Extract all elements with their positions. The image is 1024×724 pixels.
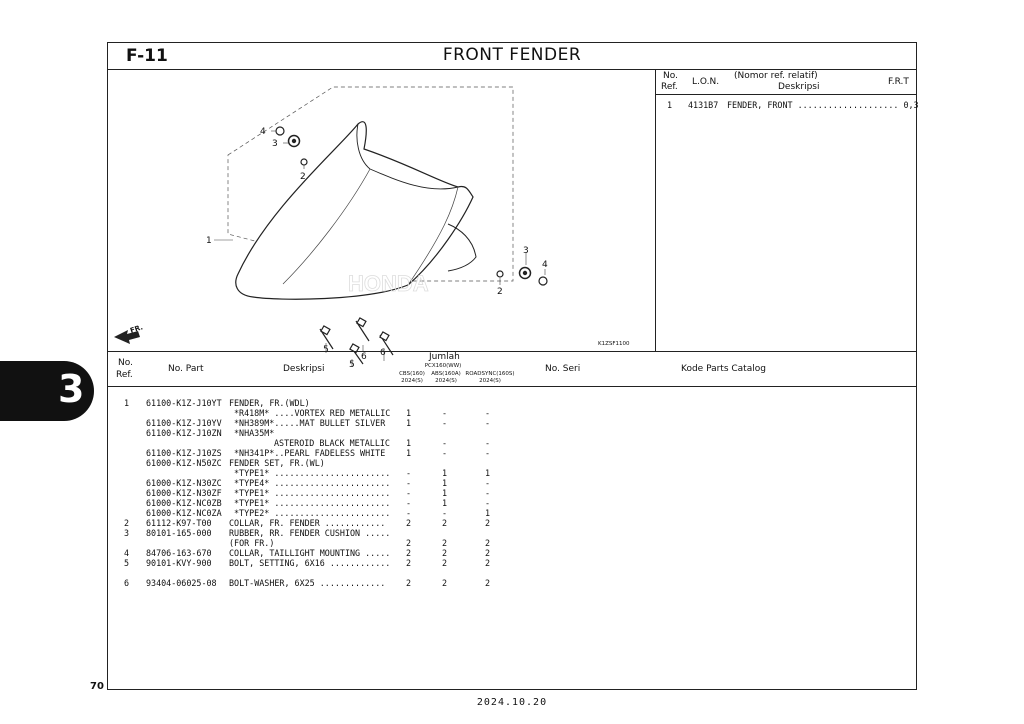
part-2-left [301,159,307,165]
parts-cell-part: 61000-K1Z-N30ZF [146,488,222,498]
parts-cell-q3: 1 [485,508,491,518]
parts-cell-q3: - [485,478,491,488]
callout-3: 3 [272,139,278,149]
parts-cell-q2: - [442,508,448,518]
parts-cell-q3: - [485,418,491,428]
parts-cell-q1: 1 [406,408,412,418]
parts-cell-part: 61100-K1Z-J10YT [146,398,222,408]
part-4-right [539,277,547,285]
parts-cell-part: 61000-K1Z-NC0ZB [146,498,222,508]
parts-cell-part: 61000-K1Z-N30ZC [146,478,222,488]
ref-col-desc-top: (Nomor ref. relatif) [734,71,818,81]
parts-cell-q1: 2 [406,548,412,558]
ref-col-ref: Ref. [661,82,678,92]
parts-cell-desc: RUBBER, RR. FENDER CUSHION ..... [229,528,391,538]
col-no-seri: No. Seri [545,364,581,374]
parts-cell-part: 61100-K1Z-J10YV [146,418,222,428]
parts-cell-desc: FENDER, FR.(WDL) [229,398,310,408]
parts-cell-ref: 3 [124,528,130,538]
parts-cell-q2: 1 [442,478,448,488]
callout-5b: 5 [349,360,355,370]
parts-cell-q2: 1 [442,498,448,508]
parts-cell-desc: (FOR FR.) [229,538,275,548]
callout-4b: 4 [542,260,548,270]
parts-cell-q1: 2 [406,578,412,588]
parts-cell-part: 80101-165-000 [146,528,212,538]
parts-cell-q2: 2 [442,548,448,558]
parts-cell-ref: 6 [124,578,130,588]
col-ref: Ref. [116,370,133,380]
ref-row-desc: FENDER, FRONT .................... 0,3 [727,100,919,110]
parts-cell-desc: ASTEROID BLACK METALLIC [274,438,390,448]
ref-col-no: No. [663,71,678,81]
parts-cell-desc: COLLAR, TAILLIGHT MOUNTING ..... [229,548,391,558]
parts-cell-q3: - [485,488,491,498]
parts-cell-q3: 2 [485,548,491,558]
parts-cell-q3: - [485,498,491,508]
parts-cell-q1: - [406,468,412,478]
col-jumlah: Jumlah [429,352,460,362]
parts-cell-q2: - [442,448,448,458]
page-header [108,43,916,70]
parts-cell-q3: - [485,448,491,458]
parts-cell-desc: *NHA35M* [234,428,275,438]
parts-cell-desc: *R418M* ....VORTEX RED METALLIC [234,408,391,418]
catalog-frame [107,42,917,690]
ref-row-no: 1 [667,100,673,110]
parts-cell-part: 61100-K1Z-J10ZS [146,448,222,458]
print-date: 2024.10.20 [476,697,548,708]
section-tab: 3 [0,361,94,421]
parts-cell-desc: BOLT-WASHER, 6X25 ............. [229,578,386,588]
callout-2: 2 [300,172,306,182]
parts-cell-ref: 1 [124,398,130,408]
parts-cell-part: 84706-163-670 [146,548,212,558]
parts-cell-desc: *NH389M*.....MAT BULLET SILVER [234,418,386,428]
part-2-right [497,271,503,277]
parts-cell-ref: 4 [124,548,130,558]
callout-2b: 2 [497,287,503,297]
parts-section [108,351,916,588]
part-4-left [276,127,284,135]
parts-cell-q1: - [406,478,412,488]
parts-cell-desc: *TYPE1* ....................... [234,488,391,498]
reference-table [655,69,919,351]
callout-3b: 3 [523,246,529,256]
callout-6b: 6 [380,348,386,358]
parts-cell-q1: 2 [406,538,412,548]
parts-cell-q1: 2 [406,518,412,528]
parts-cell-q1: 1 [406,438,412,448]
ref-col-frt: F.R.T [888,77,909,87]
parts-cell-part: 93404-06025-08 [146,578,217,588]
parts-cell-ref: 5 [124,558,130,568]
ref-col-desc: Deskripsi [778,82,820,92]
parts-cell-desc: FENDER SET, FR.(WL) [229,458,325,468]
parts-cell-q3: - [485,408,491,418]
figure-id: K1ZSF1100 [598,341,630,347]
parts-cell-desc: *NH341P*..PEARL FADELESS WHITE [234,448,386,458]
col-deskripsi: Deskripsi [283,364,325,374]
parts-cell-desc: *TYPE1* ....................... [234,468,391,478]
callout-4: 4 [260,127,266,137]
parts-cell-part: 61100-K1Z-J10ZN [146,428,222,438]
parts-cell-q1: 2 [406,558,412,568]
parts-column-header: No. Ref. No. Part Deskripsi Jumlah PCX160(WW) CBS(160) 2024(S) ABS(160A) 2024(S) ROADSYNC(160S) 2024(S) No. Seri Kode Parts Catalog [108,352,916,387]
parts-cell-q3: 2 [485,578,491,588]
parts-cell-q2: - [442,438,448,448]
page-title: FRONT FENDER [442,45,582,65]
callout-6: 6 [361,352,367,362]
parts-cell-ref: 2 [124,518,130,528]
parts-cell-part: 61000-K1Z-N50ZC [146,458,222,468]
callout-5: 5 [323,345,329,355]
col-kode: Kode Parts Catalog [681,364,766,374]
parts-cell-part: 61000-K1Z-NC0ZA [146,508,222,518]
parts-cell-q2: 2 [442,558,448,568]
parts-cell-q1: 1 [406,418,412,428]
honda-watermark: HONDA [348,271,429,296]
parts-cell-desc: BOLT, SETTING, 6X16 ............ [229,558,391,568]
parts-cell-q2: 1 [442,468,448,478]
parts-cell-desc: *TYPE1* ....................... [234,498,391,508]
parts-cell-q3: 2 [485,538,491,548]
parts-cell-desc: *TYPE2* ....................... [234,508,391,518]
page-number: 70 [90,681,104,692]
parts-cell-q1: - [406,488,412,498]
parts-cell-q2: 2 [442,578,448,588]
parts-cell-q2: 2 [442,518,448,528]
parts-cell-part: 90101-KVY-900 [146,558,212,568]
ref-col-lon: L.O.N. [692,77,720,87]
callout-1: 1 [206,236,212,246]
section-code: F-11 [126,46,168,66]
col-model: PCX160(WW) [424,363,462,369]
parts-cell-q3: 2 [485,558,491,568]
parts-cell-part: 61112-K97-T00 [146,518,212,528]
parts-cell-q2: - [442,408,448,418]
col-no: No. [118,358,133,368]
parts-cell-q3: 2 [485,518,491,528]
parts-cell-q1: - [406,498,412,508]
col-no-part: No. Part [168,364,204,374]
svg-text:FR.: FR. [129,323,144,335]
parts-cell-desc: COLLAR, FR. FENDER ............ [229,518,386,528]
parts-cell-q2: - [442,418,448,428]
parts-cell-q1: - [406,508,412,518]
parts-cell-q2: 1 [442,488,448,498]
front-direction-arrow [114,323,144,344]
parts-cell-q2: 2 [442,538,448,548]
parts-cell-q3: - [485,438,491,448]
ref-row-lon: 4131B7 [688,100,719,110]
parts-cell-q3: 1 [485,468,491,478]
parts-cell-q1: 1 [406,448,412,458]
parts-cell-desc: *TYPE4* ....................... [234,478,391,488]
